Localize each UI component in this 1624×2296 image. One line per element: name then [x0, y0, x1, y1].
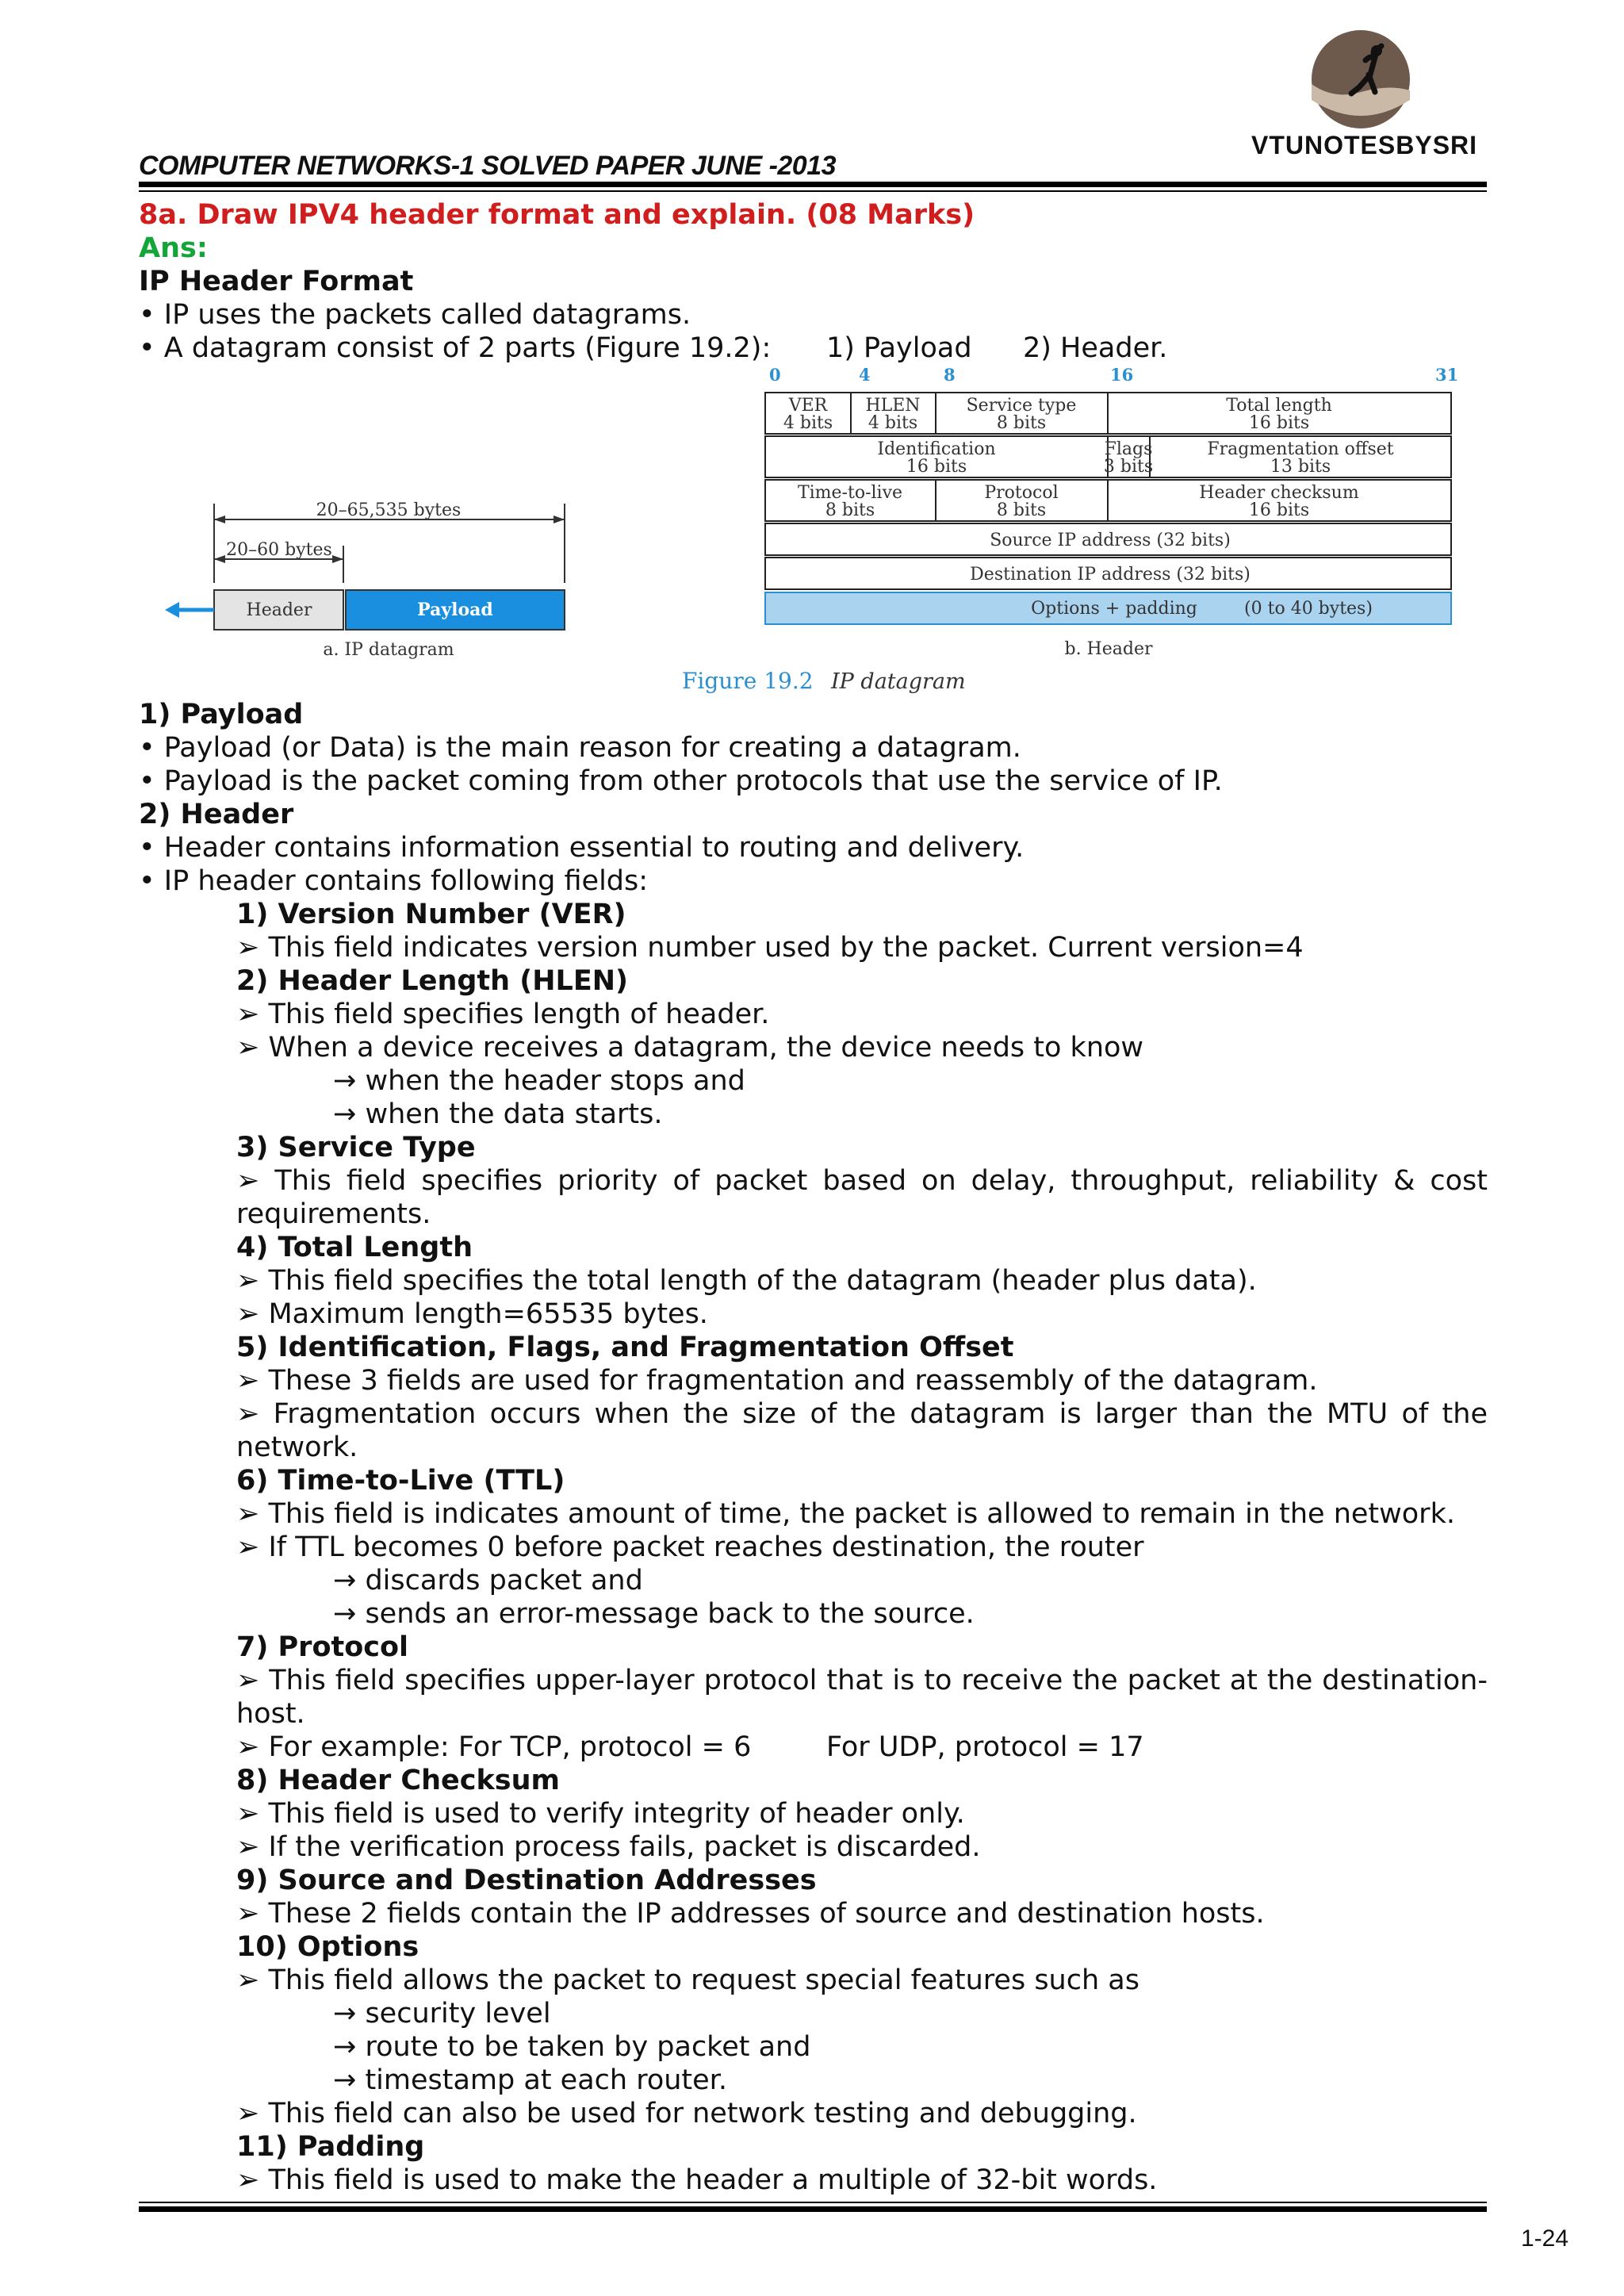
bit-label: 31 — [1435, 365, 1459, 385]
field-text: ➢ If TTL becomes 0 before packet reaches destination, the router — [236, 1531, 1144, 1563]
intro-bullet-part: 2) Header. — [1023, 332, 1168, 364]
field-bits: 16 bits — [906, 457, 967, 477]
figure-title: IP datagram — [831, 669, 966, 694]
section-heading: 2) Header — [139, 799, 294, 830]
field-bits: 16 bits — [1248, 500, 1310, 520]
field-label: Total length — [1226, 396, 1332, 416]
field-text: ➢ When a device receives a datagram, the device needs to know — [236, 1032, 1144, 1064]
section-heading: 1) Payload — [139, 699, 304, 730]
field-subitem: → discards packet and — [333, 1565, 643, 1596]
field-bits: 8 bits — [996, 500, 1047, 520]
field-heading: 2) Header Length (HLEN) — [236, 965, 629, 997]
length-label: 20–65,535 bytes — [316, 500, 462, 520]
field-bits: 8 bits — [825, 500, 875, 520]
bit-label: 4 — [859, 365, 871, 385]
field-label: Protocol — [984, 483, 1059, 503]
top-rule — [139, 182, 1487, 187]
field-text: ➢ This field indicates version number used by the packet. Current version=4 — [236, 932, 1304, 964]
field-text: For UDP, protocol = 17 — [826, 1731, 1144, 1763]
bullet: • IP header contains following fields: — [139, 865, 649, 897]
field-subitem: → when the data starts. — [333, 1098, 663, 1130]
field-text: ➢ These 3 fields are used for fragmentation and reassembly of the datagram. — [236, 1365, 1318, 1397]
field-subitem: → when the header stops and — [333, 1065, 745, 1097]
header-label: Header — [246, 600, 312, 620]
field-heading: 4) Total Length — [236, 1232, 473, 1263]
field-subitem: → security level — [333, 1998, 551, 2030]
field-label: Fragmentation offset — [1207, 439, 1394, 459]
field-text: ➢ For example: For TCP, protocol = 6 — [236, 1731, 752, 1763]
field-label: Service type — [966, 396, 1077, 416]
section-heading: IP Header Format — [139, 266, 414, 297]
field-label: Source IP address (32 bits) — [990, 531, 1231, 550]
figure-number: Figure 19.2 — [682, 668, 814, 694]
question-title: 8a. Draw IPV4 header format and explain. (08 Marks) — [139, 199, 975, 231]
intro-bullet: • IP uses the packets called datagrams. — [139, 299, 691, 331]
field-text: ➢ This field specifies upper-layer protocol that is to receive the packet at the destination-host. — [236, 1665, 1488, 1730]
field-label: Time-to-live — [797, 483, 903, 503]
field-label: HLEN — [865, 396, 921, 416]
figure-subcaption: b. Header — [1064, 639, 1153, 659]
field-label: VER — [788, 396, 828, 416]
field-heading: 7) Protocol — [236, 1631, 409, 1663]
field-bits: (0 to 40 bytes) — [1244, 599, 1373, 619]
figure-subcaption: a. IP datagram — [323, 640, 454, 660]
field-bits: 16 bits — [1248, 413, 1310, 433]
bit-label: 0 — [769, 365, 781, 385]
field-text: ➢ If the verification process fails, packet is discarded. — [236, 1831, 981, 1863]
field-text: ➢ This field is used to verify integrity of header only. — [236, 1798, 965, 1830]
field-heading: 11) Padding — [236, 2131, 425, 2163]
field-subitem: → route to be taken by packet and — [333, 2031, 811, 2063]
field-text: ➢ This field allows the packet to request special features such as — [236, 1964, 1139, 1996]
intro-bullet: • A datagram consist of 2 parts (Figure 19.2): — [139, 332, 772, 364]
page-number: 1-24 — [1521, 2225, 1569, 2252]
bottom-rule-thin — [139, 2202, 1487, 2203]
field-label: Options + padding — [1031, 599, 1197, 619]
field-subitem: → sends an error-message back to the source. — [333, 1598, 975, 1630]
answer-label: Ans: — [139, 232, 208, 264]
field-label: Flags — [1104, 439, 1153, 459]
brand-name: VTUNOTESBYSRI — [1251, 131, 1478, 159]
field-text: ➢ This field can also be used for network testing and debugging. — [236, 2098, 1137, 2129]
bottom-rule — [139, 2206, 1487, 2212]
field-heading: 6) Time-to-Live (TTL) — [236, 1465, 565, 1497]
document-title: COMPUTER NETWORKS-1 SOLVED PAPER JUNE -2013 — [139, 151, 837, 181]
bit-label: 8 — [944, 365, 956, 385]
field-bits: 3 bits — [1103, 457, 1154, 477]
field-text: ➢ These 2 fields contain the IP addresses of source and destination hosts. — [236, 1898, 1265, 1930]
field-heading: 10) Options — [236, 1931, 419, 1963]
field-bits: 8 bits — [996, 413, 1047, 433]
field-heading: 3) Service Type — [236, 1132, 476, 1163]
field-bits: 4 bits — [868, 413, 918, 433]
field-label: Destination IP address (32 bits) — [970, 565, 1251, 585]
length-label: 20–60 bytes — [226, 540, 332, 560]
payload-label: Payload — [417, 600, 493, 620]
field-text: ➢ This field is used to make the header a multiple of 32-bit words. — [236, 2164, 1158, 2196]
ip-datagram-figure — [159, 365, 1475, 698]
field-text: ➢ This field specifies priority of packet based on delay, throughput, reliability & cost requirements. — [236, 1165, 1488, 1230]
field-text: ➢ Fragmentation occurs when the size of the datagram is larger than the MTU of the network. — [236, 1398, 1488, 1463]
field-bits: 4 bits — [783, 413, 833, 433]
bullet: • Payload (or Data) is the main reason for creating a datagram. — [139, 732, 1021, 764]
top-rule-thin — [139, 190, 1487, 192]
field-text: ➢ This field specifies length of header. — [236, 999, 770, 1030]
bullet: • Payload is the packet coming from other protocols that use the service of IP. — [139, 765, 1223, 797]
field-heading: 1) Version Number (VER) — [236, 899, 626, 930]
field-subitem: → timestamp at each router. — [333, 2064, 727, 2096]
field-label: Header checksum — [1199, 483, 1359, 503]
field-heading: 9) Source and Destination Addresses — [236, 1865, 817, 1896]
field-text: ➢ Maximum length=65535 bytes. — [236, 1298, 708, 1330]
field-bits: 13 bits — [1270, 457, 1331, 477]
intro-bullet-part: 1) Payload — [826, 332, 972, 364]
field-label: Identification — [877, 439, 996, 459]
field-text: ➢ This field is indicates amount of time, the packet is allowed to remain in the network. — [236, 1498, 1455, 1530]
bit-label: 16 — [1110, 365, 1134, 385]
field-text: ➢ This field specifies the total length of the datagram (header plus data). — [236, 1265, 1257, 1297]
climber-logo — [1310, 29, 1411, 130]
field-heading: 5) Identification, Flags, and Fragmentation Offset — [236, 1332, 1014, 1363]
field-heading: 8) Header Checksum — [236, 1765, 561, 1796]
bullet: • Header contains information essential to routing and delivery. — [139, 832, 1025, 864]
